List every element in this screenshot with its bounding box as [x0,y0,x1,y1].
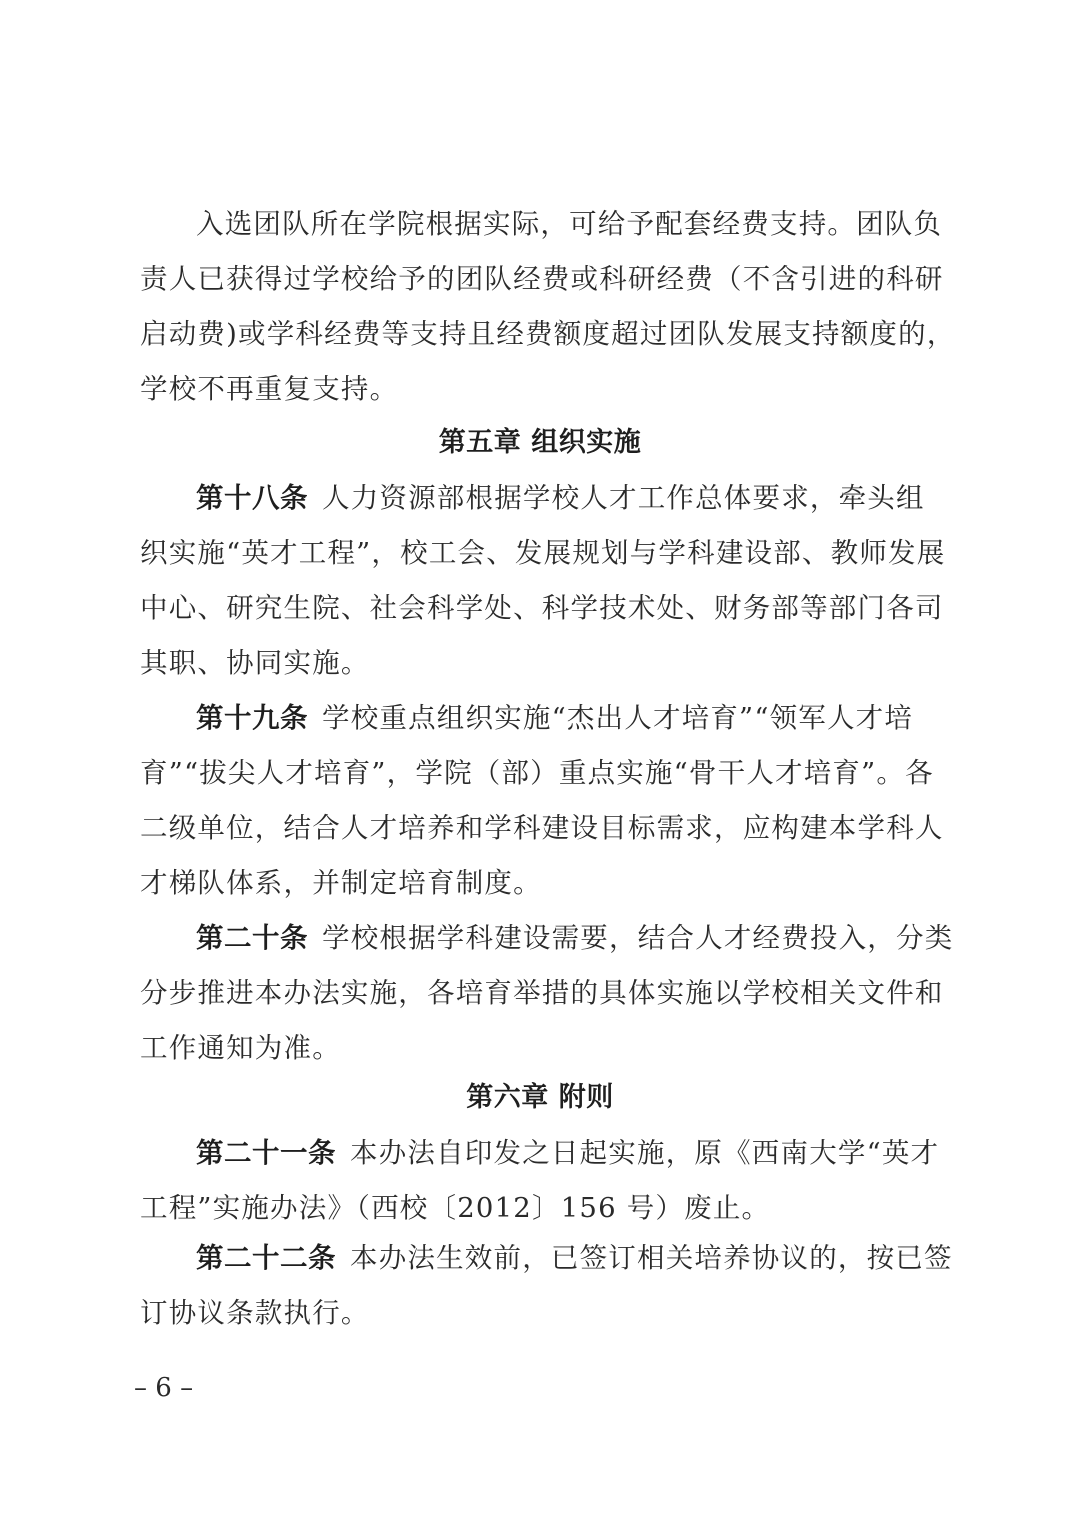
article-20-text-1: 学校根据学科建设需要，结合人才经费投入，分类 [322,922,954,954]
article-21-label: 第二十一条 [196,1137,336,1169]
article-19-line-4: 才梯队体系，并制定培育制度。 [140,867,542,899]
article-21-line-2: 工程”实施办法》（西校〔2012〕156 号）废止。 [140,1192,771,1224]
chapter-6-heading: 第六章 附则 [466,1082,614,1113]
article-19-text-1: 学校重点组织实施“杰出人才培育”“领军人才培 [322,702,914,734]
intro-line-1: 入选团队所在学院根据实际，可给予配套经费支持。团队负 [196,208,943,240]
page-number: – 6 – [134,1373,194,1403]
article-19-line-2: 育”“拔尖人才培育”，学院（部）重点实施“骨干人才培育”。各 [140,757,934,789]
article-22-line-1 [196,1238,953,1278]
article-18-line-1 [196,478,940,518]
article-20-line-3: 工作通知为准。 [140,1032,341,1064]
article-18-label: 第十八条 [196,482,308,514]
article-21-line-1 [196,1133,940,1173]
chapter-5-heading: 第五章 组织实施 [438,427,642,458]
article-20-line-1 [196,918,954,958]
article-22-line-2: 订协议条款执行。 [140,1297,370,1329]
article-20-line-2: 分步推进本办法实施，各培育举措的具体实施以学校相关文件和 [140,977,944,1009]
intro-line-3: 启动费)或学科经费等支持且经费额度超过团队发展支持额度的， [140,318,956,350]
article-18-line-4: 其职、协同实施。 [140,647,370,679]
article-22-text-1: 本办法生效前，已签订相关培养协议的，按已签 [350,1242,953,1274]
article-21-text-1: 本办法自印发之日起实施，原《西南大学“英才 [350,1137,940,1169]
article-18-line-2: 织实施“英才工程”，校工会、发展规划与学科建设部、教师发展 [140,537,946,569]
article-18-text-1: 人力资源部根据学校人才工作总体要求，牵头组 [322,482,925,514]
article-20-label: 第二十条 [196,922,308,954]
intro-line-2: 责人已获得过学校给予的团队经费或科研经费（不含引进的科研 [140,263,944,295]
intro-line-4: 学校不再重复支持。 [140,373,399,405]
article-18-line-3: 中心、研究生院、社会科学处、科学技术处、财务部等部门各司 [140,592,944,624]
article-19-label: 第十九条 [196,702,308,734]
article-19-line-1 [196,698,940,738]
article-19-line-3: 二级单位，结合人才培养和学科建设目标需求，应构建本学科人 [140,812,944,844]
article-22-label: 第二十二条 [196,1242,336,1274]
